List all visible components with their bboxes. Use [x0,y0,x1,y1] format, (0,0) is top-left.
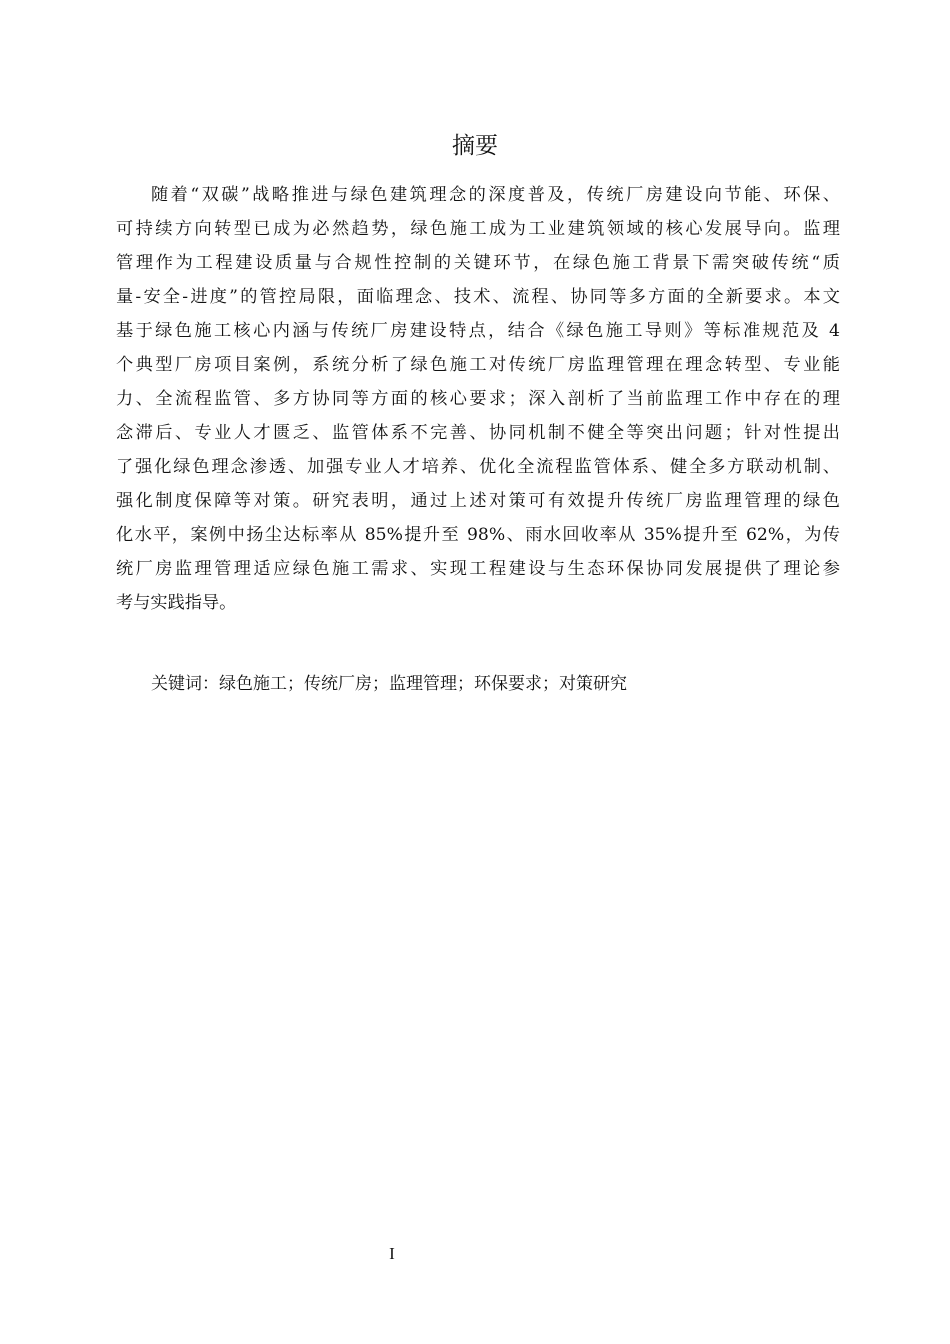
abstract-line: 管理作为工程建设质量与合规性控制的关键环节，在绿色施工背景下需突破传统“质 [116,253,840,273]
page-number: I [389,1244,395,1263]
keywords-line: 关键词：绿色施工；传统厂房；监理管理；环保要求；对策研究 [151,674,627,694]
abstract-line: 统厂房监理管理适应绿色施工需求、实现工程建设与生态环保协同发展提供了理论参 [116,559,840,579]
abstract-line: 念滞后、专业人才匮乏、监管体系不完善、协同机制不健全等突出问题；针对性提出 [116,423,840,443]
abstract-body [116,178,840,620]
abstract-line: 随着“双碳”战略推进与绿色建筑理念的深度普及，传统厂房建设向节能、环保、 [151,185,840,205]
abstract-line: 化水平，案例中扬尘达标率从 85%提升至 98%、雨水回收率从 35%提升至 62%，为传 [116,525,840,545]
abstract-line: 考与实践指导。 [116,593,237,613]
abstract-line: 基于绿色施工核心内涵与传统厂房建设特点，结合《绿色施工导则》等标准规范及 4 [116,321,840,341]
abstract-line: 个典型厂房项目案例，系统分析了绿色施工对传统厂房监理管理在理念转型、专业能 [116,355,840,375]
abstract-line: 了强化绿色理念渗透、加强专业人才培养、优化全流程监管体系、健全多方联动机制、 [116,457,840,477]
abstract-line: 量-安全-进度”的管控局限，面临理念、技术、流程、协同等多方面的全新要求。本文 [116,287,840,307]
abstract-line: 可持续方向转型已成为必然趋势，绿色施工成为工业建筑领域的核心发展导向。监理 [116,219,840,239]
page-title: 摘要 [452,133,498,159]
abstract-line: 强化制度保障等对策。研究表明，通过上述对策可有效提升传统厂房监理管理的绿色 [116,491,840,511]
abstract-line: 力、全流程监管、多方协同等方面的核心要求；深入剖析了当前监理工作中存在的理 [116,389,840,409]
